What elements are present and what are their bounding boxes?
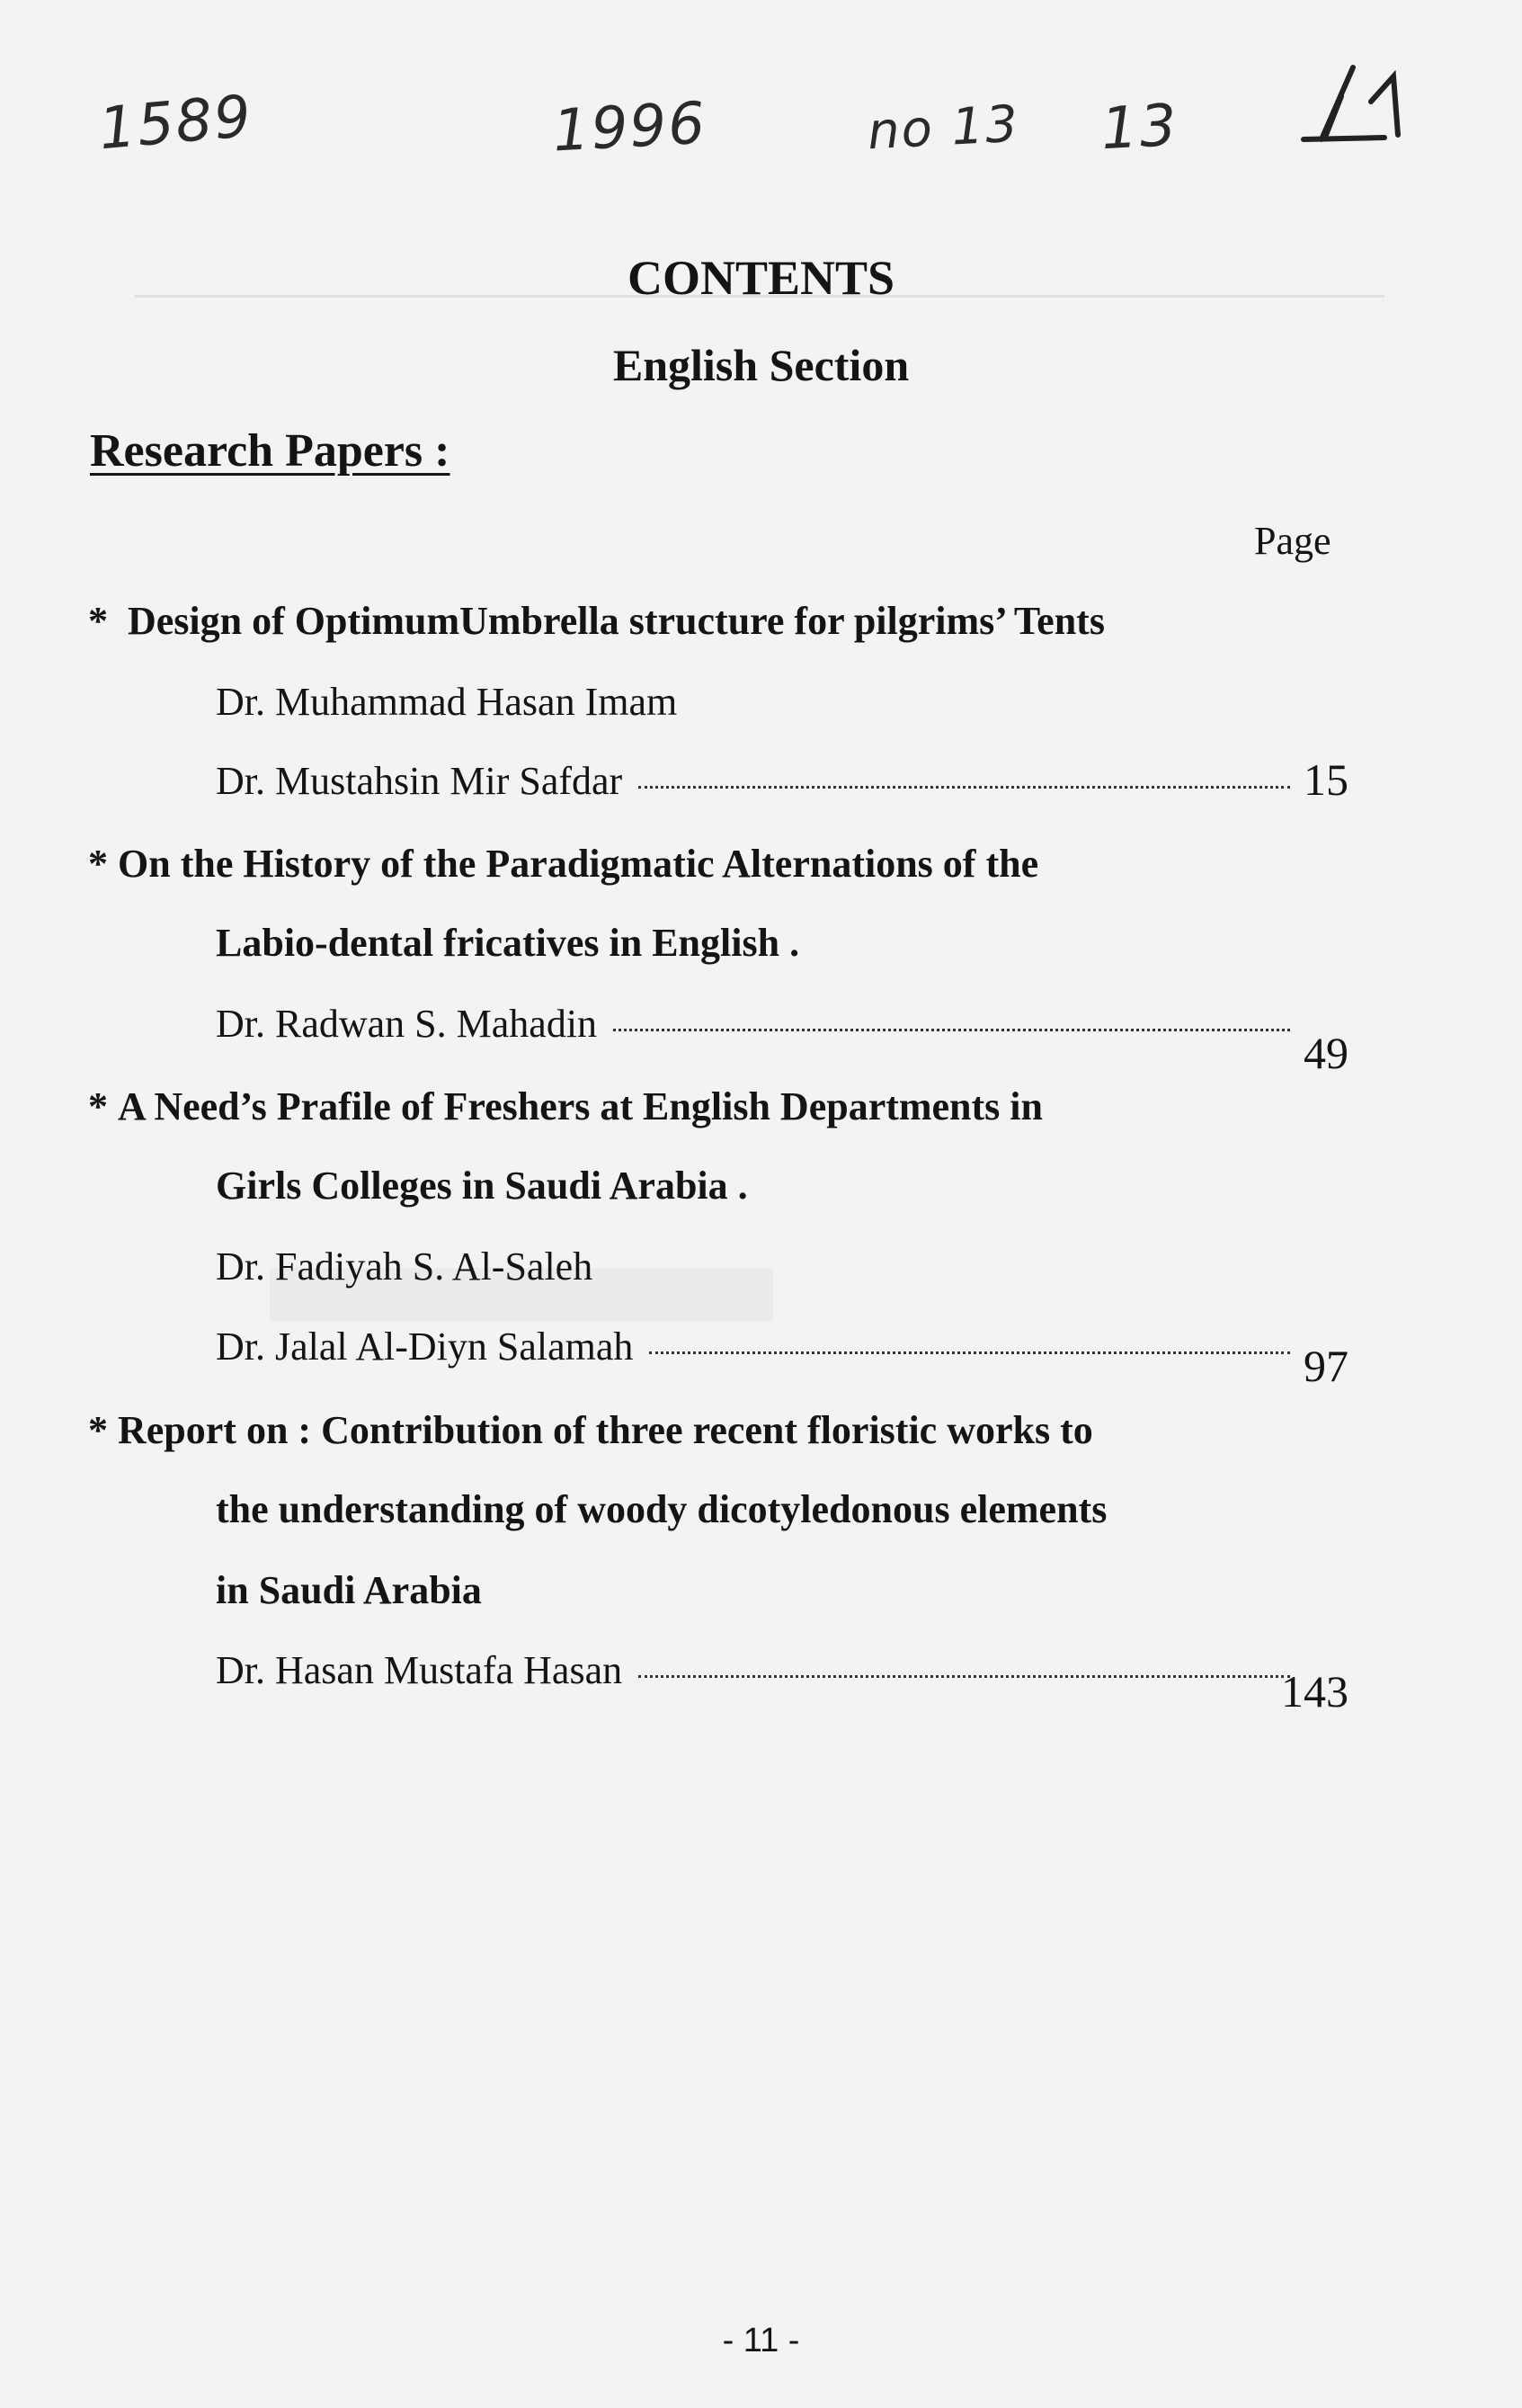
entry-title: * Design of OptimumUmbrella structure for pilgrims’ Tents — [88, 599, 1105, 643]
page-column-label: Page — [1254, 519, 1331, 563]
handwritten-year: 1996 — [551, 90, 708, 165]
entry-title-continued: the understanding of woody dicotyledonous elements — [216, 1487, 1108, 1531]
footer-page-number: - 11 - — [722, 2322, 800, 2359]
section-heading: Research Papers : — [90, 425, 450, 477]
handwritten-number-1: 1589 — [96, 83, 255, 164]
leader-dots — [638, 786, 1290, 789]
leader-dots — [613, 1029, 1290, 1031]
page-title: CONTENTS — [627, 251, 895, 305]
entry-title-continued: Labio-dental fricatives in English . — [216, 921, 800, 965]
entry-page-number: 49 — [1304, 1028, 1348, 1078]
entry-title-continued: in Saudi Arabia — [216, 1568, 482, 1612]
entry-page-number: 143 — [1281, 1666, 1348, 1717]
handwritten-scribble-icon — [1286, 49, 1420, 157]
bullet-asterisk: * — [88, 599, 128, 643]
author-name: Dr. Mustahsin Mir Safdar — [216, 759, 623, 803]
author-name: Dr. Muhammad Hasan Imam — [216, 680, 678, 724]
entry-title-continued: Girls Colleges in Saudi Arabia . — [216, 1164, 748, 1208]
author-name: Dr. Hasan Mustafa Hasan — [216, 1648, 623, 1692]
author-name: Dr. Radwan S. Mahadin — [216, 1002, 598, 1046]
author-line — [216, 1324, 1290, 1369]
author-name: Dr. Jalal Al-Diyn Salamah — [216, 1324, 634, 1369]
handwritten-issue: no 13 — [866, 94, 1021, 162]
handwritten-volume: 13 — [1099, 92, 1180, 164]
bullet-asterisk: * — [88, 1408, 118, 1452]
author-line — [216, 1001, 1290, 1047]
entry-title: * On the History of the Paradigmatic Alternations of the — [88, 842, 1039, 886]
section-title: English Section — [612, 340, 910, 390]
entry-page-number: 97 — [1304, 1341, 1348, 1391]
handwritten-note — [96, 84, 255, 164]
leader-dots — [649, 1351, 1290, 1354]
bullet-asterisk: * — [88, 842, 118, 886]
author-line — [216, 758, 1290, 804]
entry-page-number: 15 — [1304, 754, 1348, 805]
author-name: Dr. Fadiyah S. Al-Saleh — [216, 1244, 593, 1289]
leader-dots — [638, 1675, 1290, 1678]
bullet-asterisk: * — [88, 1084, 118, 1128]
author-line — [216, 1647, 1290, 1693]
entry-title: * Report on : Contribution of three recent floristic works to — [88, 1408, 1093, 1452]
entry-title: * A Need’s Prafile of Freshers at English Departments in — [88, 1084, 1043, 1128]
